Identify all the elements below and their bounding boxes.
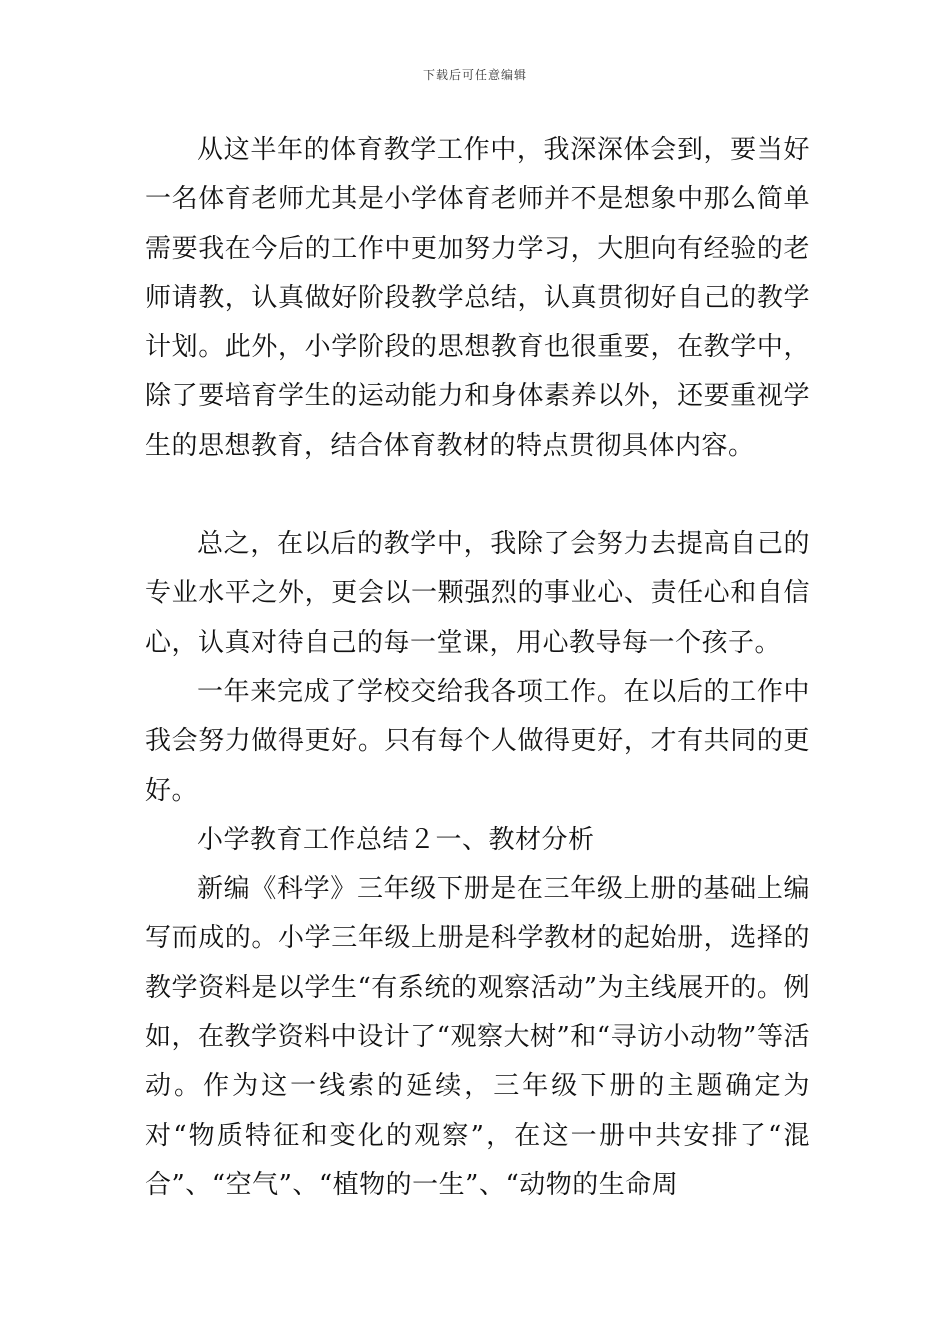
paragraph-year-summary: 一年来完成了学校交给我各项工作。在以后的工作中我会努力做得更好。只有每个人做得更好，才有共同的更好。 [145, 676, 810, 806]
paragraph-textbook-analysis: 新编《科学》三年级下册是在三年级上册的基础上编写而成的。小学三年级上册是科学教材的起始册，选择的教学资料是以学生“有系统的观察活动”为主线展开的。例如，在教学资料中设计了“观察大树”和“寻访小动物”等活动。作为这一线索的延续，三年级下册的主题确定为对“物质特征和变化的观察”，在这一册中共安排了“混合”、“空气”、“植物的一生”、“动物的生命周 [145, 874, 810, 1200]
header-note: 下载后可任意编辑 [422, 68, 527, 82]
section-heading: 小学教育工作总结２一、教材分析 [197, 824, 595, 855]
paragraph-conclusion: 总之，在以后的教学中，我除了会努力去提高自己的专业水平之外，更会以一颗强烈的事业心、责任心和自信心，认真对待自己的每一堂课，用心教导每一个孩子。 [145, 529, 810, 658]
paragraph-teaching-reflection: 从这半年的体育教学工作中，我深深体会到，要当好一名体育老师尤其是小学体育老师并不是想象中那么简单需要我在今后的工作中更加努力学习，大胆向有经验的老师请教，认真做好阶段教学总结，认真贯彻好自己的教学计划。此外，小学阶段的思想教育也很重要，在教学中，除了要培育学生的运动能力和身体素养以外，还要重视学生的思想教育，结合体育教材的特点贯彻具体内容。 [145, 135, 810, 461]
paragraph-gap [145, 471, 810, 520]
body-text [145, 126, 810, 1210]
